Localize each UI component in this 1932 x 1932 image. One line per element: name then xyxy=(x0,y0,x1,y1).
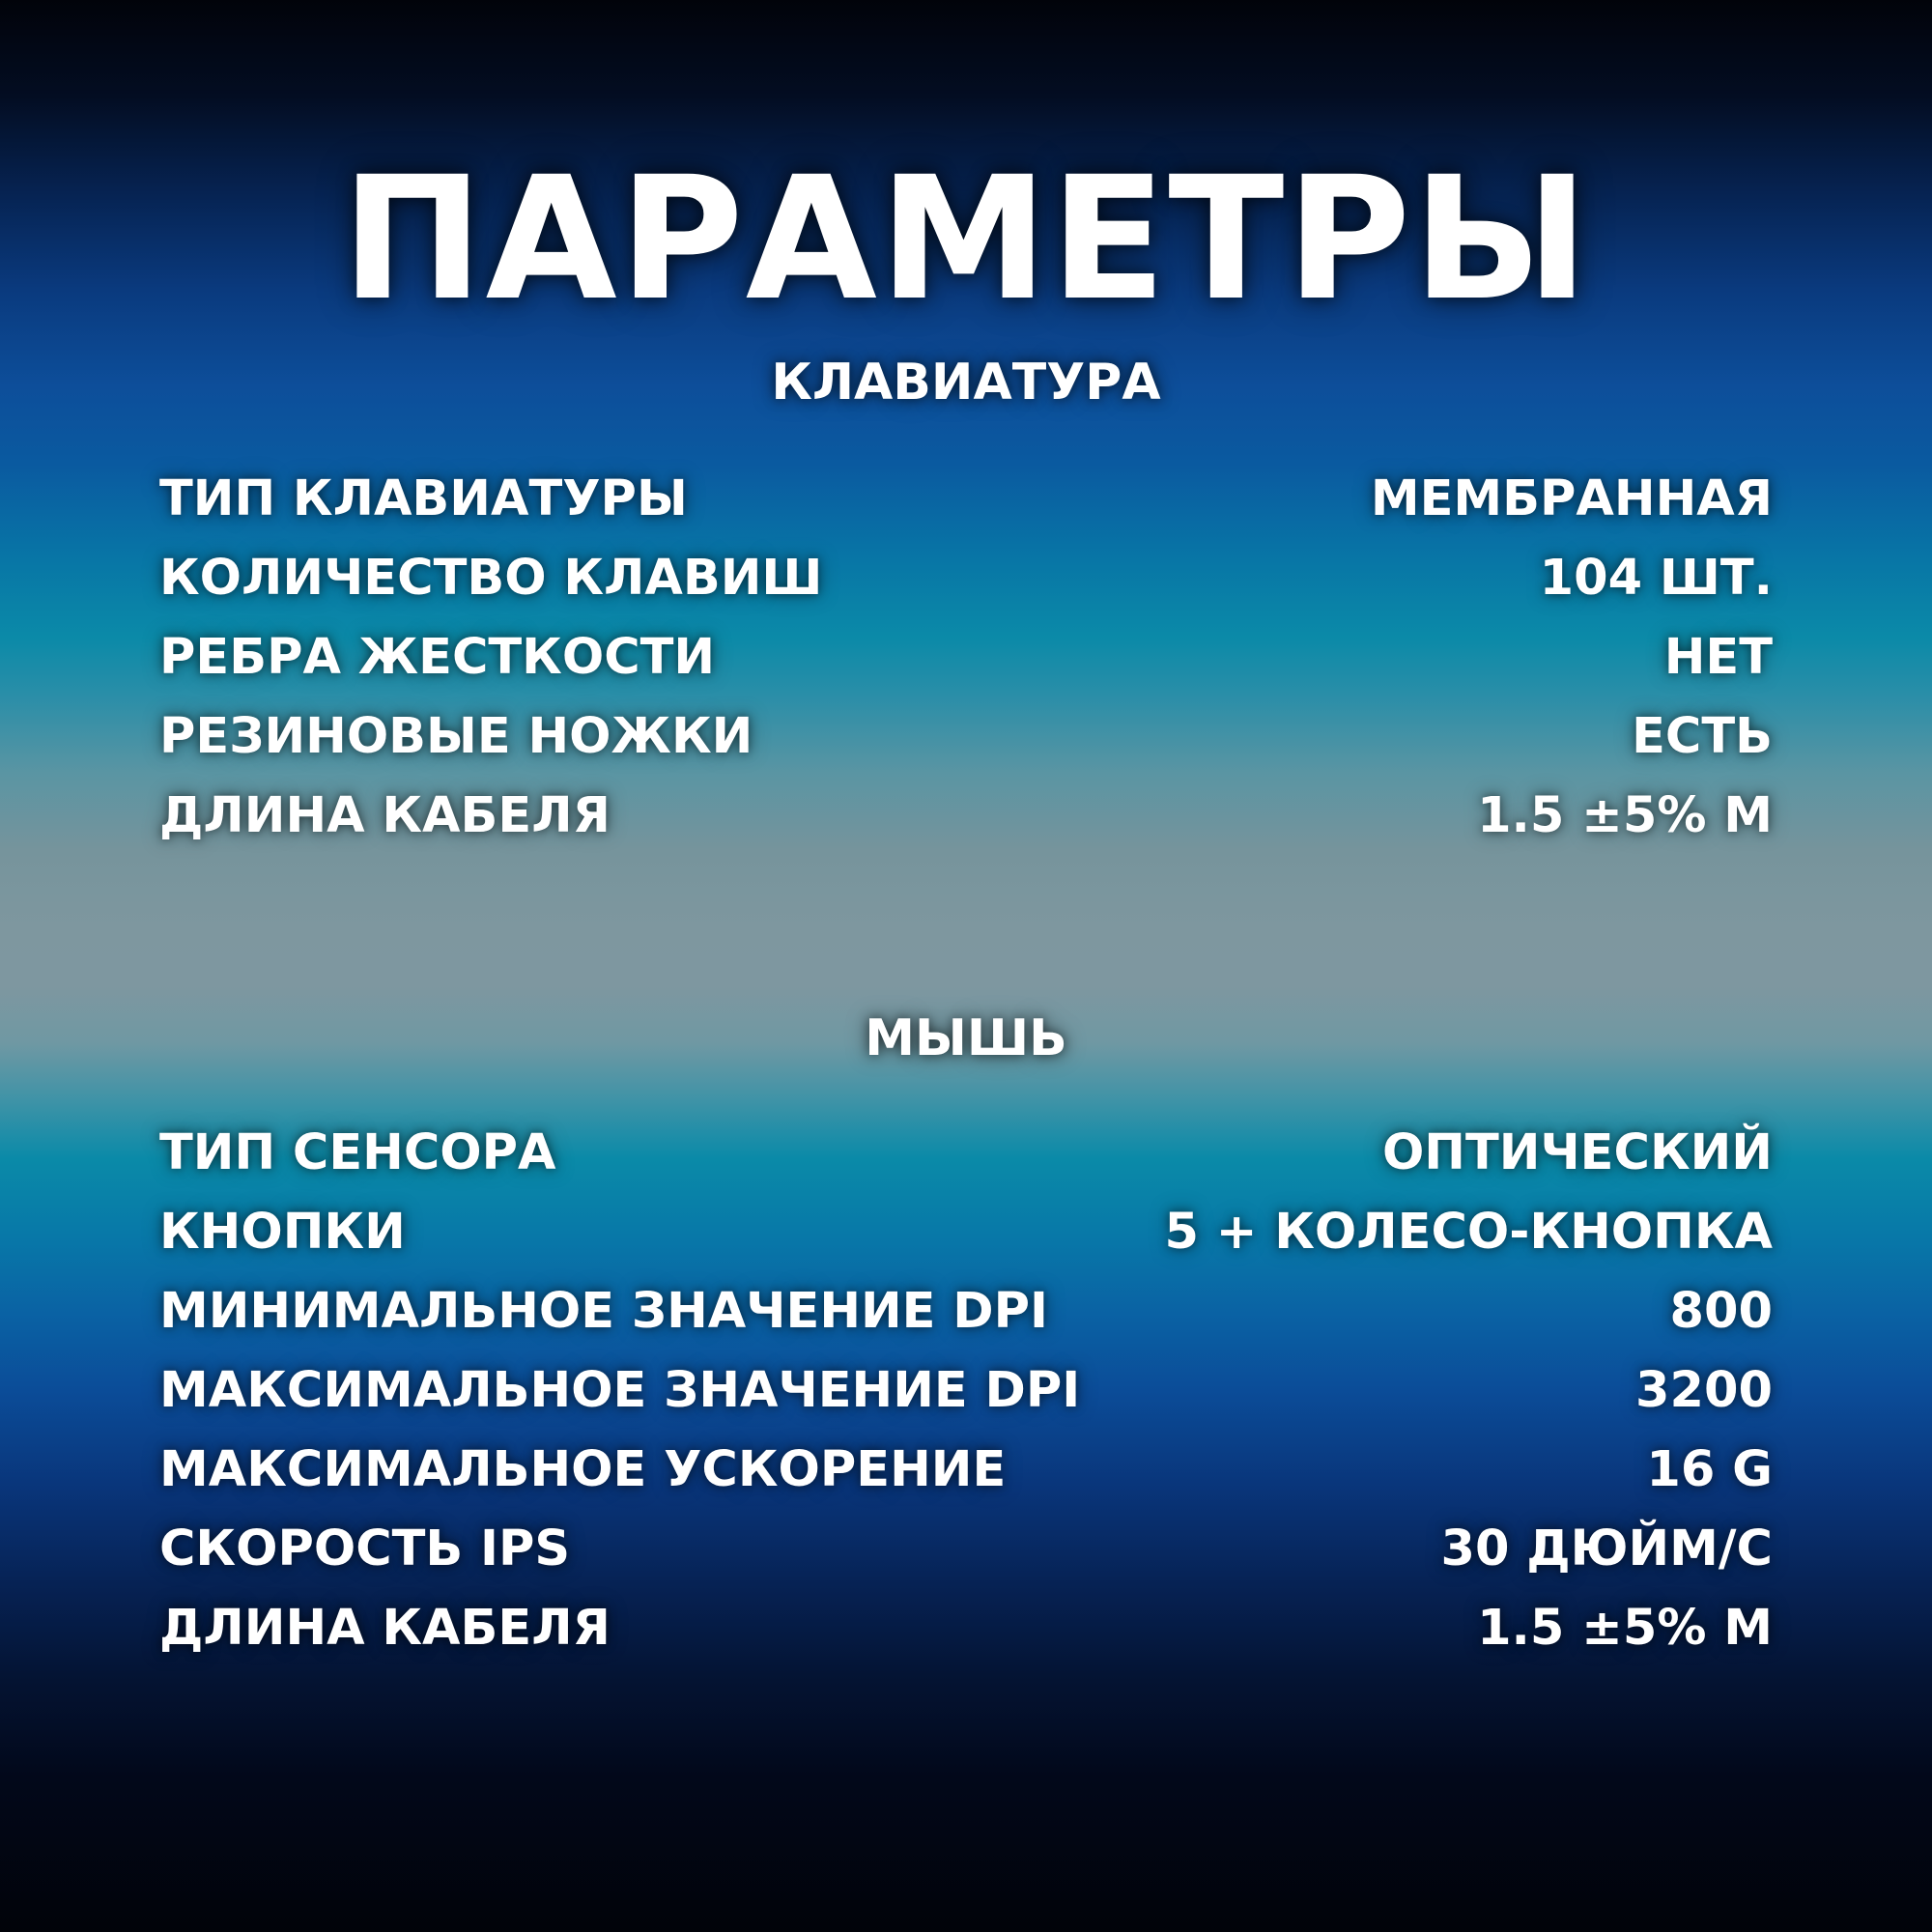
spec-label: КНОПКИ xyxy=(159,1204,406,1261)
spec-row-ips-speed xyxy=(159,1510,1773,1589)
section-heading-mouse: МЫШЬ xyxy=(865,1009,1067,1067)
spec-label: МАКСИМАЛЬНОЕ ЗНАЧЕНИЕ DPI xyxy=(159,1362,1081,1419)
spec-row-key-count xyxy=(159,539,1773,618)
spec-label: РЕЗИНОВЫЕ НОЖКИ xyxy=(159,708,753,765)
spec-label: ТИП КЛАВИАТУРЫ xyxy=(159,470,688,527)
spec-value: ОПТИЧЕСКИЙ xyxy=(1381,1124,1773,1181)
spec-label: ТИП СЕНСОРА xyxy=(159,1124,556,1181)
spec-value: 800 xyxy=(1669,1283,1773,1340)
page-title: ПАРАМЕТРЫ xyxy=(341,140,1591,338)
spec-row-sensor-type xyxy=(159,1114,1773,1193)
spec-row-stiffening-ribs xyxy=(159,618,1773,697)
spec-value: МЕМБРАННАЯ xyxy=(1370,470,1773,527)
spec-label: ДЛИНА КАБЕЛЯ xyxy=(159,787,611,844)
spec-label: СКОРОСТЬ IPS xyxy=(159,1520,571,1577)
spec-value: 30 ДЮЙМ/С xyxy=(1440,1520,1773,1577)
spec-label: МИНИМАЛЬНОЕ ЗНАЧЕНИЕ DPI xyxy=(159,1283,1048,1340)
spec-value: 1.5 ±5% М xyxy=(1477,787,1773,844)
spec-value: 16 G xyxy=(1646,1441,1773,1498)
spec-row-max-acceleration xyxy=(159,1431,1773,1510)
spec-value: 3200 xyxy=(1635,1362,1773,1419)
mouse-spec-list xyxy=(159,1114,1773,1668)
spec-row-rubber-feet xyxy=(159,697,1773,777)
spec-value: ЕСТЬ xyxy=(1632,708,1773,765)
spec-row-max-dpi xyxy=(159,1351,1773,1431)
spec-row-buttons xyxy=(159,1193,1773,1272)
spec-value: 5 + КОЛЕСО-КНОПКА xyxy=(1164,1204,1773,1261)
spec-row-keyboard-type xyxy=(159,460,1773,539)
spec-label: КОЛИЧЕСТВО КЛАВИШ xyxy=(159,550,823,607)
spec-row-min-dpi xyxy=(159,1272,1773,1351)
spec-label: МАКСИМАЛЬНОЕ УСКОРЕНИЕ xyxy=(159,1441,1007,1498)
keyboard-spec-list xyxy=(159,460,1773,856)
spec-row-mouse-cable-length xyxy=(159,1589,1773,1668)
spec-value: 1.5 ±5% М xyxy=(1477,1600,1773,1657)
section-heading-keyboard: КЛАВИАТУРА xyxy=(771,354,1161,412)
spec-value: НЕТ xyxy=(1663,629,1773,686)
spec-label: РЕБРА ЖЕСТКОСТИ xyxy=(159,629,716,686)
spec-label: ДЛИНА КАБЕЛЯ xyxy=(159,1600,611,1657)
spec-value: 104 ШТ. xyxy=(1539,550,1773,607)
spec-row-keyboard-cable-length xyxy=(159,777,1773,856)
